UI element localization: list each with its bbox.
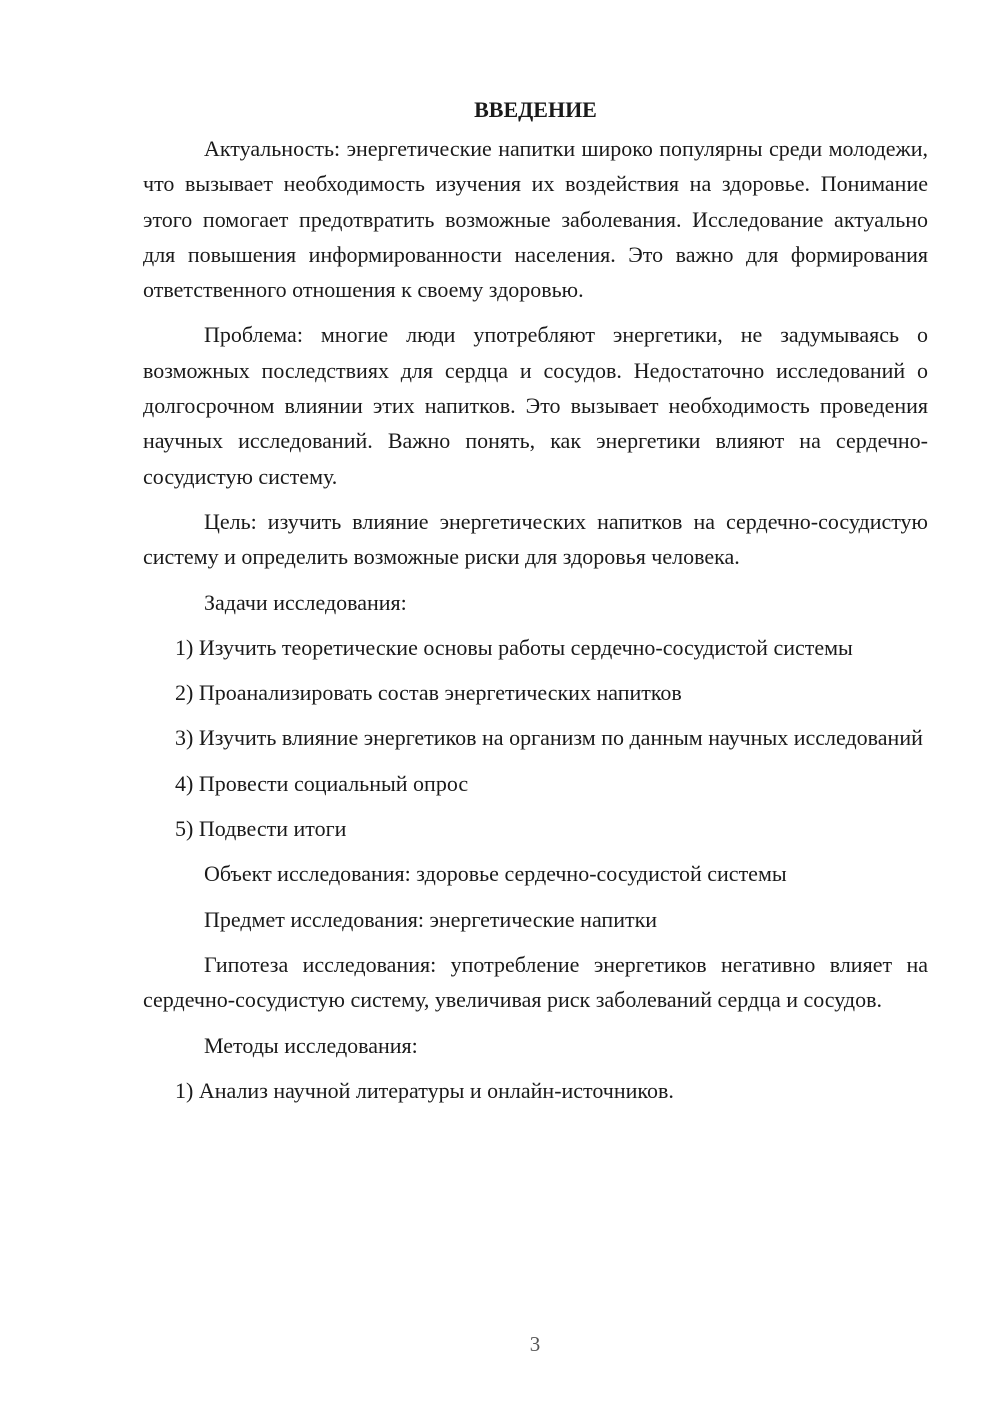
task-item-1: 1) Изучить теоретические основы работы сердечно-сосудистой системы	[175, 634, 853, 660]
research-object: Объект исследования: здоровье сердечно-сосудистой системы	[204, 861, 787, 887]
section-title: ВВЕДЕНИЕ	[474, 97, 597, 122]
tasks-heading: Задачи исследования:	[204, 589, 407, 615]
page-body	[143, 92, 928, 1118]
page-number: 3	[529, 1332, 541, 1356]
research-hypothesis: Гипотеза исследования: употребление энергетиков негативно влияет на сердечно-сосудистую систему, увеличивая риск заболеваний сердца и сосудов.	[143, 951, 928, 1013]
relevance-paragraph: Актуальность: энергетические напитки широко популярны среди молодежи, что вызывает необходимость изучения их воздействия на здоровье. Понимание этого помогает предотвратить возможные заболевания. Исследование актуально для повышения информированности населения. Это важно для формирования ответственного отношения к своему здоровью.	[143, 136, 928, 303]
task-item-3: 3) Изучить влияние энергетиков на организм по данным научных исследований	[175, 725, 923, 751]
method-item-1: 1) Анализ научной литературы и онлайн-источников.	[175, 1077, 674, 1103]
problem-paragraph: Проблема: многие люди употребляют энергетики, не задумываясь о возможных последствиях для сердца и сосудов. Недостаточно исследований о долгосрочном влиянии этих напитков. Это вызывает необходимость проведения научных исследований. Важно понять, как энергетики влияют на сердечно-сосудистую систему.	[143, 322, 928, 489]
task-item-5: 5) Подвести итоги	[175, 816, 347, 842]
task-item-4: 4) Провести социальный опрос	[175, 770, 469, 796]
goal-paragraph: Цель: изучить влияние энергетических напитков на сердечно-сосудистую систему и определить возможные риски для здоровья человека.	[143, 508, 928, 570]
task-item-2: 2) Проанализировать состав энергетических напитков	[175, 680, 682, 706]
research-subject: Предмет исследования: энергетические напитки	[204, 906, 658, 932]
methods-heading: Методы исследования:	[204, 1032, 418, 1058]
